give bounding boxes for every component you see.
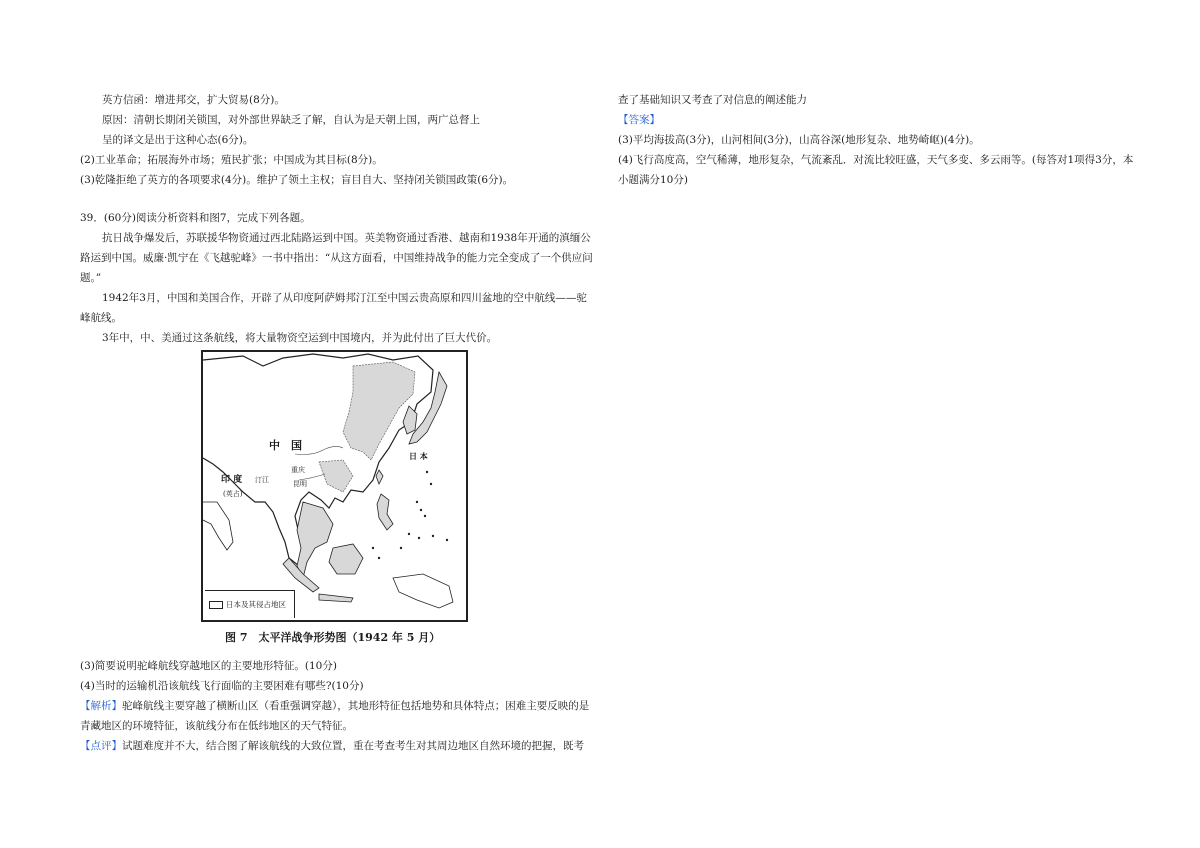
pacific-war-map [201,350,468,622]
taiwan-outline [376,470,383,484]
map-label-tingjiang: 汀江 [255,476,269,484]
line-reason: 原因：清朝长期闭关锁国，对外部世界缺乏了解，自认为是天朝上国，两广总督上 [102,114,480,126]
map-label-japan: 日 本 [409,451,428,461]
java-outline [319,594,353,602]
comment-tag: 【点评】 [80,740,122,752]
comment-text: 试题难度并不大，结合图了解该航线的大致位置，重在考查考生对其周边地区自然环境的把握，既考 [122,740,584,752]
line-letter-content: 英方信函：增进邦交，扩大贸易(8分)。 [102,94,285,106]
material-paragraph-2: 1942年3月，中国和美国合作，开辟了从印度阿萨姆邦汀江至中国云贵高原和四川盆地的空中航线——驼峰航线。 [80,292,587,324]
comment-paragraph [80,736,595,756]
analysis-paragraph [80,696,595,736]
philippines-outline [377,494,393,530]
line-reason-cont: 呈的译文是出于这种心态(6分)。 [102,134,254,146]
legend-text: 日本及其侵占地区 [226,599,286,609]
map-label-chongqing: 重庆 [291,466,305,474]
map-legend [205,590,295,618]
occupied-area-south [319,460,353,492]
answer-3: (3)乾隆拒绝了英方的各项要求(4分)。维护了领土主权；盲目自大、坚持闭关锁国政策(6分)。 [80,174,514,186]
japan-outline [409,372,447,444]
answer-2: (2)工业革命；拓展海外市场；殖民扩张；中国成为其目标(8分)。 [80,154,383,166]
question-3: (3)简要说明驼峰航线穿越地区的主要地形特征。(10分) [80,660,337,672]
comment-continued: 查了基础知识又考查了对信息的阐述能力 [618,94,807,106]
map-label-kunming: 昆明 [293,480,307,488]
borneo-outline [329,544,363,574]
spacer [80,190,595,208]
question-39-title: 39．(60分)阅读分析资料和图7，完成下列各题。 [80,212,311,224]
answer-tag: 【答案】 [618,114,660,126]
analysis-tag: 【解析】 [80,700,122,712]
left-column [80,90,595,756]
answer-q3: (3)平均海拔高(3分)，山河相间(3分)，山高谷深(地形复杂、地势崎岖)(4分)。 [618,134,980,146]
map-label-china: 中 国 [269,439,302,452]
material-paragraph-3: 3年中，中、美通过这条航线，将大量物资空运到中国境内，并为此付出了巨大代价。 [102,332,498,344]
india-coast [203,502,233,550]
question-4: (4)当时的运输机沿该航线飞行面临的主要困难有哪些?(10分) [80,680,364,692]
indochina-outline [297,502,333,578]
right-column [618,90,1138,190]
map-label-india-sub: (英占) [223,490,243,498]
river-line [295,446,343,454]
map-label-india: 印 度 [221,475,243,485]
figure-caption: 图 7 太平洋战争形势图（1942 年 5 月） [225,631,441,644]
analysis-text: 驼峰航线主要穿越了横断山区（看重强调穿越），其地形特征包括地势和具体特点；困难主要反映的是青藏地区的环境特征，该航线分布在低纬地区的天气特征。 [80,700,590,732]
material-paragraph-1: 抗日战争爆发后，苏联援华物资通过西北陆路运到中国。英美物资通过香港、越南和1938年开通的滇缅公路运到中国。威廉·凯宁在《飞越驼峰》一书中指出：“从这方面看，中国维持战争的能力完全变成了一个供应问题。” [80,232,593,284]
new-guinea-outline [393,574,453,608]
answer-q4: (4)飞行高度高，空气稀薄，地形复杂，气流紊乱．对流比较旺盛，天气多变、多云雨等。(每答对1项得3分，本小题满分10分) [618,154,1134,186]
occupied-area [343,362,415,460]
legend-swatch [209,601,223,609]
